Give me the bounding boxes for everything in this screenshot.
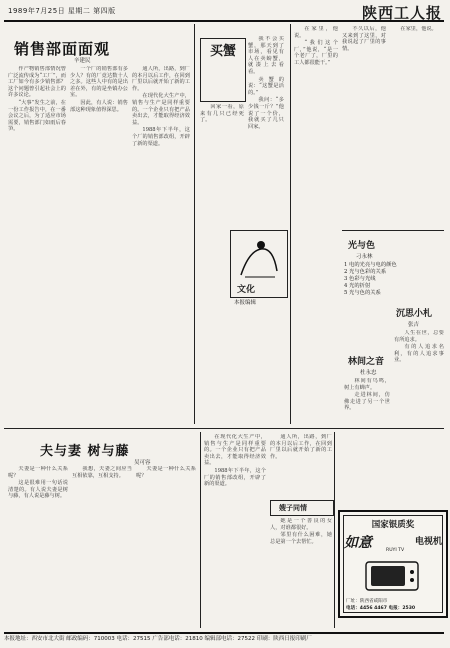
list-item: 5 光与色的关系: [344, 290, 381, 296]
forest-paragraph: 林间有鸟鸣，树上有蝉声。: [344, 378, 390, 391]
husband-paragraph: 这是很难用一句话说清楚的。有人说夫妻是树与藤，有人说是藤与树。: [8, 480, 68, 500]
section-divider: [4, 428, 444, 429]
middle-paragraph: 在现代化大生产中，销售与生产是同样重要的。一个企业只有把产品卖出去，才能取得经济效益。: [204, 434, 266, 467]
middle-paragraph: 通人所，出路，到厂的本月以后工作，在回到厂里以后就开始了新的工作。: [132, 66, 190, 92]
column-divider: [200, 432, 201, 628]
middle-body-col: [200, 104, 244, 424]
column-divider: [290, 24, 291, 424]
sales-paragraph: “大事”发生之前，在一份工作报告中，在一番会议之后，为了适应市场需要，销售部门如雨后春笋。: [8, 99, 66, 133]
lower-middle-col1: [204, 434, 266, 628]
lower-middle-col2: [270, 434, 332, 494]
buy-crab-title: 买蟹: [209, 44, 236, 59]
buy-crab-body: [248, 36, 284, 166]
light-color-byline: 刁永林: [356, 254, 373, 260]
ad-address: 厂址：陕西省咸阳市: [346, 599, 388, 604]
right-body-col2: [342, 26, 386, 226]
light-color-list: [344, 262, 397, 297]
right-paragraph: 在家里，他说。: [294, 26, 338, 39]
culture-caption: 文化: [237, 285, 256, 295]
deep-paragraph: 人生在世，总要有所追求。: [394, 330, 444, 343]
ad-brand: 如意: [344, 535, 372, 551]
buy-paragraph: 回家一看，原来有几只已经死了。: [200, 104, 244, 124]
newspaper-page: [4, 4, 446, 644]
buy-paragraph: 我不会买蟹，那天到了市场，看见有人在卖螃蟹，就凑上去看看。: [248, 36, 284, 75]
right-paragraph: 不久以后，他又来到了这里，对我说起了厂里的事情。: [342, 26, 386, 52]
forest-paragraph: 走进林间，仿佛走进了另一个世界。: [344, 392, 390, 412]
middle-paragraph: 在现代化大生产中，销售与生产是同样重要的。一个企业只有把产品卖出去，才能取得经济效益。: [132, 93, 190, 126]
ad-product: 电视机: [414, 537, 442, 547]
forest-body: [344, 378, 390, 424]
sister-paragraph: 她是一个善良的女人，对谁都很好。: [270, 518, 332, 531]
husband-wife-col2: [72, 466, 132, 628]
husband-wife-col1: [8, 466, 68, 628]
illustration-credit: 本报编辑: [234, 300, 257, 306]
list-item: 2 光与色彩的关系: [344, 269, 387, 275]
footer: 本报地址：西安市北大街 邮政编码：710003 电话：27515 广告部电话：21810 编辑部电话：27522 印刷：陕西日报印刷厂: [4, 632, 444, 646]
deep-thought-body: [394, 330, 444, 390]
deep-thought-title: 沉思小札: [396, 309, 433, 319]
buy-paragraph: 卖蟹的说：“这蟹是活的。”: [248, 76, 284, 96]
sales-paragraph: 因此，有人说：销售部这种现象值得深思。: [70, 99, 128, 113]
husband-paragraph: 夫妻是一种什么关系呢？: [8, 466, 68, 479]
sister-title: 嫂子同情: [279, 504, 307, 512]
sales-paragraph: 一个厂的销售部有多少人？有的厂竟达数十人之多。这些人中有的是出差在外，有的是坐镇办公室。: [70, 66, 128, 99]
sales-byline: 辛建民: [74, 58, 91, 64]
right-paragraph: “我们这个厂，”他说，“是一个老厂了，厂里的工人都很能干。”: [294, 40, 338, 66]
husband-wife-col3: [136, 466, 196, 628]
sales-body-col3: [132, 66, 190, 324]
list-item: 4 光的折射: [344, 283, 371, 289]
tv-set-icon: [362, 560, 422, 594]
buy-paragraph: 我问：“多少钱一斤？”他说了一个价，我就买了几只回家。: [248, 97, 284, 130]
ad-model: RUYI TV: [386, 548, 405, 553]
sales-paragraph: 作产物销售部情况曾广泛流传成为“工厂”，而工厂如今有多少销售部？这个问题曾引起社会上的许多议论。: [8, 66, 66, 99]
ad-phone: 电话：4456 4467 电报：2530: [346, 606, 416, 611]
middle-paragraph: 通人所，出路，到厂的本月以后工作，在回到厂里以后就开始了新的工作。: [270, 434, 332, 460]
ad-award: 国家银质奖: [371, 520, 415, 530]
list-item: 1 电的光亮与电的颜色: [344, 262, 397, 268]
column-divider: [334, 432, 335, 628]
deep-paragraph: 有的人追求名利，有的人追求事业。: [394, 344, 444, 364]
right-paragraph: 在家里，他说。: [400, 26, 437, 32]
deep-thought-byline: 张吉: [408, 322, 420, 328]
issue-date: 1989年7月25日 星期二 第四版: [8, 7, 116, 15]
middle-paragraph: 1988年下半年，这个厂的销售部改组，开辟了新的渠道。: [204, 467, 266, 488]
list-item: 3 色彩与光线: [344, 276, 376, 282]
section-divider: [342, 230, 444, 231]
husband-paragraph: 夫妻是一种什么关系呢？: [136, 466, 196, 479]
sales-body-col2: [70, 66, 128, 324]
sales-body-col1: [8, 66, 66, 324]
sister-paragraph: 邻里有什么困难，她总是第一个去帮忙。: [270, 532, 332, 545]
tv-advertisement: [338, 510, 448, 618]
paper-name: 陕西工人报: [361, 4, 442, 22]
masthead: [4, 4, 444, 22]
forest-byline: 杜永忠: [360, 370, 377, 376]
column-divider: [194, 24, 195, 424]
husband-wife-headline: 夫与妻 树与藤: [40, 444, 130, 459]
husband-wife-byline: 吴可容: [134, 460, 151, 466]
sister-body: [270, 518, 332, 628]
light-color-title: 光与色: [348, 241, 376, 251]
sales-headline: 销售部面面观: [14, 40, 111, 58]
husband-paragraph: 我想，夫妻之间应当互相依靠，互相支持。: [72, 466, 132, 479]
forest-title: 林间之音: [348, 357, 385, 367]
sister-title-box: [270, 500, 334, 516]
buy-crab-box: [200, 38, 246, 102]
right-body-col1: [294, 26, 338, 346]
middle-paragraph: 1988年下半年，这个厂的销售部改组，开辟了新的渠道。: [132, 127, 190, 147]
right-body-col3: [390, 26, 444, 226]
